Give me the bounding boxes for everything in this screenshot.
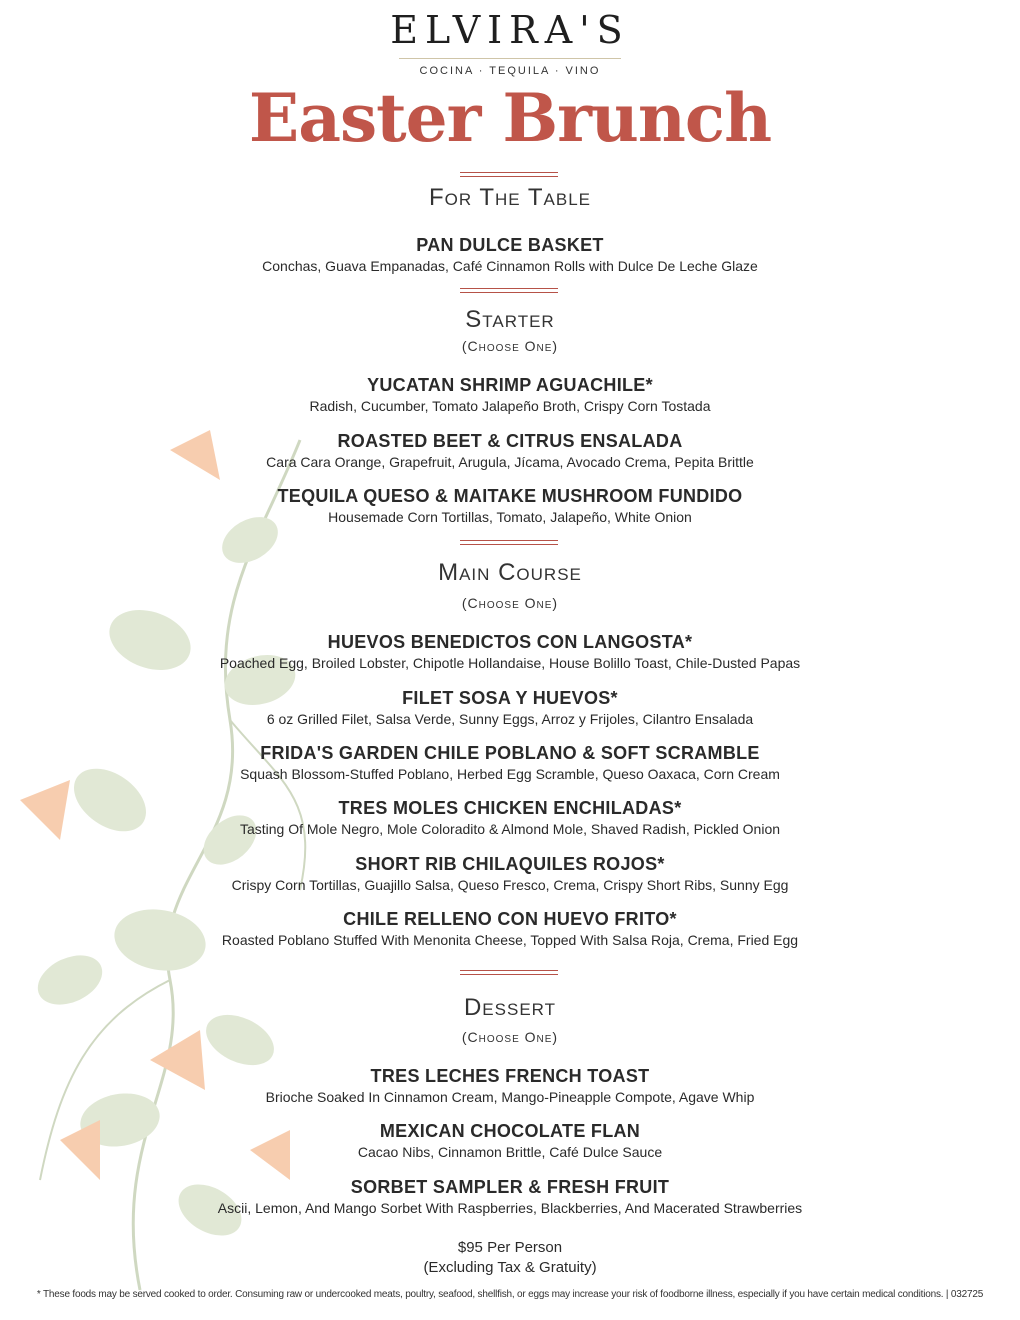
item-description: Ascii, Lemon, And Mango Sorbet With Raspberries, Blackberries, And Macerated Strawberries bbox=[217, 1200, 803, 1216]
item-name: TRES MOLES CHICKEN ENCHILADAS* bbox=[338, 798, 682, 818]
item-name: CHILE RELLENO CON HUEVO FRITO* bbox=[343, 909, 677, 929]
menu-item bbox=[0, 485, 1020, 526]
choose-one-note: (Choose One) bbox=[461, 595, 559, 611]
item-description: Cara Cara Orange, Grapefruit, Arugula, Jícama, Avocado Crema, Pepita Brittle bbox=[266, 454, 754, 470]
menu-item bbox=[0, 631, 1020, 672]
item-description: Radish, Cucumber, Tomato Jalapeño Broth, Crispy Corn Tostada bbox=[309, 398, 711, 414]
section-title-for-the-table: For The Table bbox=[428, 184, 592, 211]
item-description: Poached Egg, Broiled Lobster, Chipotle Hollandaise, House Bolillo Toast, Chile-Dusted Papas bbox=[219, 655, 801, 671]
item-description: Conchas, Guava Empanadas, Café Cinnamon Rolls with Dulce De Leche Glaze bbox=[262, 258, 758, 274]
menu-item bbox=[0, 853, 1020, 894]
menu-item bbox=[0, 742, 1020, 783]
item-description: Brioche Soaked In Cinnamon Cream, Mango-Pineapple Compote, Agave Whip bbox=[265, 1089, 755, 1105]
menu-title: Easter Brunch bbox=[248, 79, 772, 157]
item-name: ROASTED BEET & CITRUS ENSALADA bbox=[337, 431, 683, 451]
item-name: SORBET SAMPLER & FRESH FRUIT bbox=[350, 1177, 670, 1197]
food-safety-disclaimer: * These foods may be served cooked to order. Consuming raw or undercooked meats, poultry, seafood, shellfish, or eggs may increase your risk of foodborne illness, especially if you have certain medical conditions. | 032725 bbox=[36, 1289, 984, 1300]
divider bbox=[460, 970, 558, 975]
item-description: Cacao Nibs, Cinnamon Brittle, Café Dulce Sauce bbox=[357, 1144, 663, 1160]
item-description: Squash Blossom-Stuffed Poblano, Herbed Egg Scramble, Queso Oaxaca, Corn Cream bbox=[240, 766, 780, 782]
item-description: Tasting Of Mole Negro, Mole Coloradito & Almond Mole, Shaved Radish, Pickled Onion bbox=[239, 821, 781, 837]
menu-item bbox=[0, 687, 1020, 728]
menu-item bbox=[0, 908, 1020, 949]
section-title-main-course: Main Course bbox=[438, 559, 582, 586]
item-description: Crispy Corn Tortillas, Guajillo Salsa, Queso Fresco, Crema, Crispy Short Ribs, Sunny Egg bbox=[231, 877, 789, 893]
restaurant-logo bbox=[0, 8, 1020, 77]
item-description: 6 oz Grilled Filet, Salsa Verde, Sunny Eggs, Arroz y Frijoles, Cilantro Ensalada bbox=[266, 711, 754, 727]
item-name: FILET SOSA Y HUEVOS* bbox=[402, 688, 618, 708]
menu-item bbox=[0, 234, 1020, 275]
item-name: TEQUILA QUESO & MAITAKE MUSHROOM FUNDIDO bbox=[277, 486, 743, 506]
choose-one-note: (Choose One) bbox=[461, 338, 559, 354]
item-name: MEXICAN CHOCOLATE FLAN bbox=[379, 1121, 641, 1141]
menu-item bbox=[0, 797, 1020, 838]
price-block bbox=[0, 1238, 1020, 1278]
item-description: Roasted Poblano Stuffed With Menonita Cheese, Topped With Salsa Roja, Crema, Fried Egg bbox=[221, 932, 799, 948]
item-name: HUEVOS BENEDICTOS CON LANGOSTA* bbox=[327, 632, 693, 652]
choose-one-note: (Choose One) bbox=[461, 1029, 559, 1045]
section-title-dessert: Dessert bbox=[463, 994, 557, 1021]
item-name: TRES LECHES FRENCH TOAST bbox=[370, 1066, 650, 1086]
menu-item bbox=[0, 374, 1020, 415]
restaurant-name: ELVIRA'S bbox=[390, 8, 630, 52]
item-name: SHORT RIB CHILAQUILES ROJOS* bbox=[355, 854, 665, 874]
section-title-starter: Starter bbox=[465, 306, 555, 333]
menu-item bbox=[0, 430, 1020, 471]
item-name: PAN DULCE BASKET bbox=[416, 235, 604, 255]
item-name: YUCATAN SHRIMP AGUACHILE* bbox=[367, 375, 653, 395]
divider bbox=[460, 540, 558, 545]
logo-rule bbox=[399, 58, 621, 59]
divider bbox=[460, 288, 558, 293]
item-description: Housemade Corn Tortillas, Tomato, Jalapeño, White Onion bbox=[328, 509, 692, 525]
menu-item bbox=[0, 1065, 1020, 1106]
price-note: (Excluding Tax & Gratuity) bbox=[423, 1259, 597, 1276]
item-name: FRIDA'S GARDEN CHILE POBLANO & SOFT SCRAMBLE bbox=[260, 743, 760, 763]
restaurant-tagline: COCINA · TEQUILA · VINO bbox=[419, 65, 601, 77]
menu-item bbox=[0, 1120, 1020, 1161]
divider bbox=[460, 172, 558, 177]
menu-item bbox=[0, 1176, 1020, 1217]
price-per-person: $95 Per Person bbox=[457, 1239, 563, 1256]
